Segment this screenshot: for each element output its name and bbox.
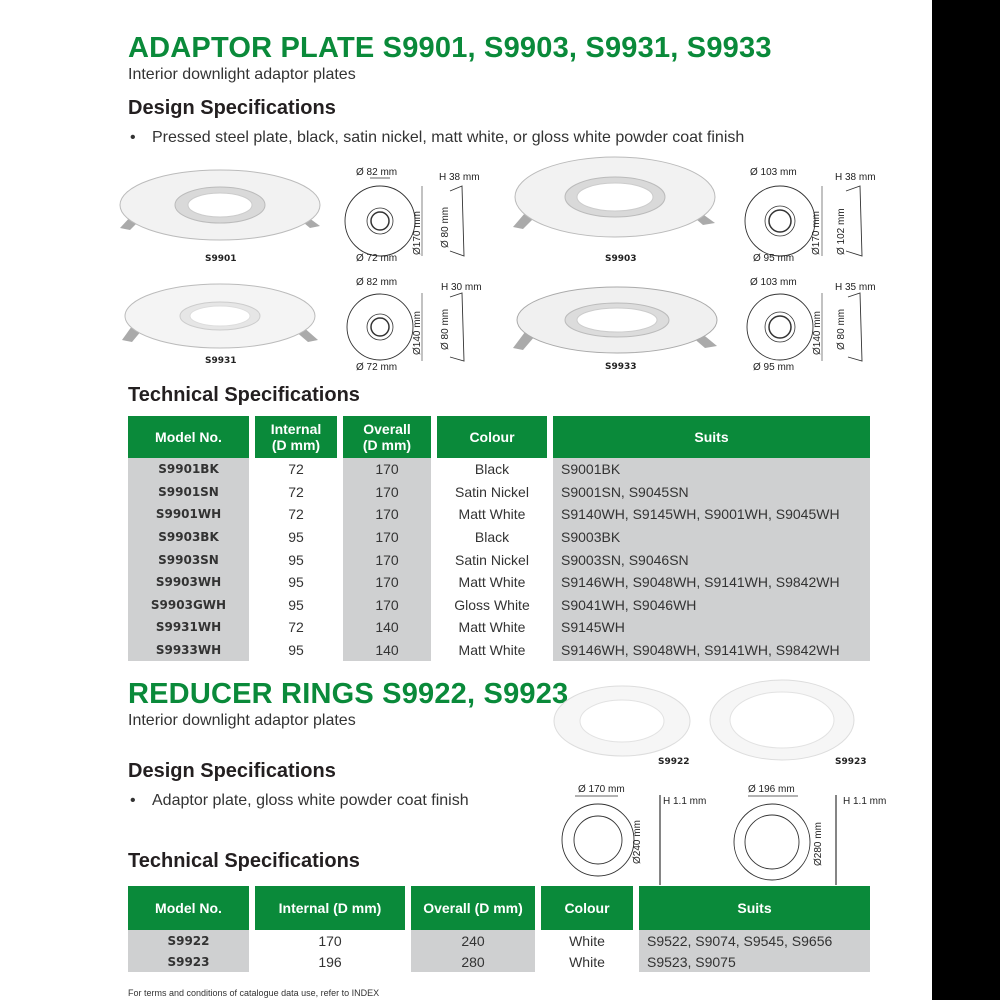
cell-colour: Satin Nickel xyxy=(434,481,550,504)
table-row xyxy=(128,594,870,617)
s9922-photo xyxy=(550,683,695,763)
bullet-text: Pressed steel plate, black, satin nickel, matt white, or gloss white powder coat finish xyxy=(152,129,745,146)
right-edge-bar xyxy=(932,0,1000,1000)
cell-colour: Matt White xyxy=(434,571,550,594)
s9931-bottom-dia: Ø 72 mm xyxy=(356,362,398,373)
s9931-outer-dia: Ø140 mm xyxy=(412,311,423,355)
cell-colour: Matt White xyxy=(434,616,550,639)
cell-overall: 170 xyxy=(340,571,434,594)
col-suits: Suits xyxy=(636,886,870,930)
cell-model: S9933WH xyxy=(128,639,252,662)
cell-internal: 72 xyxy=(252,503,340,526)
col-colour: Colour xyxy=(434,416,550,458)
cell-colour: White xyxy=(538,930,636,951)
cell-overall: 170 xyxy=(340,458,434,481)
cell-colour: Matt White xyxy=(434,639,550,662)
col-overall: Overall (D mm) xyxy=(408,886,538,930)
s9923-inner-dia: Ø 196 mm xyxy=(748,784,795,795)
section2-design-bullet: • Adaptor plate, gloss white powder coat finish xyxy=(130,792,469,809)
s9903-photo xyxy=(505,155,730,255)
cell-suits: S9041WH, S9046WH xyxy=(550,594,870,617)
s9933-side-dia: Ø 80 mm xyxy=(836,308,847,350)
cell-overall: 170 xyxy=(340,594,434,617)
table-row xyxy=(128,951,870,972)
s9933-photo xyxy=(505,280,735,365)
s9931-photo xyxy=(110,278,335,358)
s9901-label: S9901 xyxy=(205,254,237,264)
s9923-drawing xyxy=(728,790,843,890)
table-header-row xyxy=(128,416,870,458)
cell-suits: S9140WH, S9145WH, S9001WH, S9045WH xyxy=(550,503,870,526)
s9933-label: S9933 xyxy=(605,362,637,372)
adaptor-plate-spec-table xyxy=(128,416,870,661)
cell-internal: 95 xyxy=(252,548,340,571)
reducer-ring-spec-table xyxy=(128,886,870,972)
cell-model: S9903BK xyxy=(128,526,252,549)
cell-internal: 95 xyxy=(252,639,340,662)
footer-note: For terms and conditions of catalogue data use, refer to INDEX xyxy=(128,988,380,998)
s9931-label: S9931 xyxy=(205,356,237,366)
s9922-outer-dia: Ø240 mm xyxy=(632,820,643,864)
cell-internal: 95 xyxy=(252,571,340,594)
cell-model: S9923 xyxy=(128,951,252,972)
s9923-height: H 1.1 mm xyxy=(843,796,887,807)
table-row xyxy=(128,526,870,549)
s9903-label: S9903 xyxy=(605,254,637,264)
s9901-top-dia: Ø 82 mm xyxy=(356,167,398,178)
cell-internal: 72 xyxy=(252,616,340,639)
cell-model: S9931WH xyxy=(128,616,252,639)
s9922-label: S9922 xyxy=(658,757,690,767)
cell-colour: Matt White xyxy=(434,503,550,526)
cell-overall: 170 xyxy=(340,548,434,571)
cell-colour: White xyxy=(538,951,636,972)
table-row xyxy=(128,616,870,639)
cell-colour: Black xyxy=(434,526,550,549)
cell-internal: 95 xyxy=(252,526,340,549)
section2-subtitle: Interior downlight adaptor plates xyxy=(128,712,356,729)
s9901-height: H 38 mm xyxy=(439,172,480,183)
cell-model: S9901WH xyxy=(128,503,252,526)
cell-internal: 196 xyxy=(252,951,408,972)
cell-suits: S9522, S9074, S9545, S9656 xyxy=(636,930,870,951)
table-row xyxy=(128,503,870,526)
cell-colour: Black xyxy=(434,458,550,481)
s9923-outer-dia: Ø280 mm xyxy=(813,822,824,866)
s9901-bottom-dia: Ø 72 mm xyxy=(356,253,398,264)
s9931-top-dia: Ø 82 mm xyxy=(356,277,398,288)
table-row xyxy=(128,930,870,951)
col-model: Model No. xyxy=(128,886,252,930)
cell-overall: 280 xyxy=(408,951,538,972)
cell-internal: 72 xyxy=(252,458,340,481)
s9922-inner-dia: Ø 170 mm xyxy=(578,784,625,795)
table-header-row xyxy=(128,886,870,930)
table-row xyxy=(128,548,870,571)
cell-model: S9903SN xyxy=(128,548,252,571)
section1-subtitle: Interior downlight adaptor plates xyxy=(128,66,356,83)
s9903-outer-dia: Ø170 mm xyxy=(811,211,822,255)
cell-model: S9901SN xyxy=(128,481,252,504)
table-row xyxy=(128,458,870,481)
cell-suits: S9146WH, S9048WH, S9141WH, S9842WH xyxy=(550,571,870,594)
s9933-outer-dia: Ø140 mm xyxy=(812,311,823,355)
section1-title: ADAPTOR PLATE S9901, S9903, S9931, S9933 xyxy=(128,32,772,64)
cell-overall: 170 xyxy=(340,503,434,526)
s9903-bottom-dia: Ø 95 mm xyxy=(753,253,795,264)
s9931-height: H 30 mm xyxy=(441,282,482,293)
cell-model: S9903WH xyxy=(128,571,252,594)
cell-model: S9903GWH xyxy=(128,594,252,617)
col-overall: Overall (D mm) xyxy=(340,416,434,458)
cell-overall: 140 xyxy=(340,616,434,639)
s9931-side-dia: Ø 80 mm xyxy=(440,308,451,350)
section2-tech-heading: Technical Specifications xyxy=(128,850,360,872)
cell-internal: 72 xyxy=(252,481,340,504)
cell-internal: 170 xyxy=(252,930,408,951)
col-suits: Suits xyxy=(550,416,870,458)
cell-suits: S9146WH, S9048WH, S9141WH, S9842WH xyxy=(550,639,870,662)
s9922-height: H 1.1 mm xyxy=(663,796,707,807)
s9923-photo xyxy=(705,678,860,768)
section1-design-heading: Design Specifications xyxy=(128,97,336,119)
cell-model: S9922 xyxy=(128,930,252,951)
cell-suits: S9003BK xyxy=(550,526,870,549)
s9923-label: S9923 xyxy=(835,757,867,767)
s9901-side-dia: Ø 80 mm xyxy=(440,206,451,248)
cell-overall: 240 xyxy=(408,930,538,951)
col-internal: Internal (D mm) xyxy=(252,886,408,930)
s9933-height: H 35 mm xyxy=(835,282,876,293)
s9933-bottom-dia: Ø 95 mm xyxy=(753,362,795,373)
cell-colour: Gloss White xyxy=(434,594,550,617)
s9903-top-dia: Ø 103 mm xyxy=(750,167,797,178)
col-colour: Colour xyxy=(538,886,636,930)
cell-suits: S9003SN, S9046SN xyxy=(550,548,870,571)
s9922-drawing xyxy=(560,790,670,890)
cell-internal: 95 xyxy=(252,594,340,617)
cell-overall: 140 xyxy=(340,639,434,662)
cell-model: S9901BK xyxy=(128,458,252,481)
cell-suits: S9001SN, S9045SN xyxy=(550,481,870,504)
table-row xyxy=(128,571,870,594)
cell-colour: Satin Nickel xyxy=(434,548,550,571)
s9903-height: H 38 mm xyxy=(835,172,876,183)
s9903-side-dia: Ø 102 mm xyxy=(836,208,847,255)
cell-suits: S9145WH xyxy=(550,616,870,639)
s9901-photo xyxy=(110,160,335,260)
section2-title: REDUCER RINGS S9922, S9923 xyxy=(128,678,569,710)
section1-design-bullet: • Pressed steel plate, black, satin nickel, matt white, or gloss white powder coat finish xyxy=(130,129,745,146)
col-model: Model No. xyxy=(128,416,252,458)
s9933-top-dia: Ø 103 mm xyxy=(750,277,797,288)
section1-tech-heading: Technical Specifications xyxy=(128,384,360,406)
bullet-text: Adaptor plate, gloss white powder coat finish xyxy=(152,792,469,809)
table-row xyxy=(128,481,870,504)
cell-overall: 170 xyxy=(340,481,434,504)
table-row xyxy=(128,639,870,662)
section2-design-heading: Design Specifications xyxy=(128,760,336,782)
s9901-outer-dia: Ø170 mm xyxy=(412,211,423,255)
cell-suits: S9523, S9075 xyxy=(636,951,870,972)
cell-overall: 170 xyxy=(340,526,434,549)
cell-suits: S9001BK xyxy=(550,458,870,481)
col-internal: Internal (D mm) xyxy=(252,416,340,458)
